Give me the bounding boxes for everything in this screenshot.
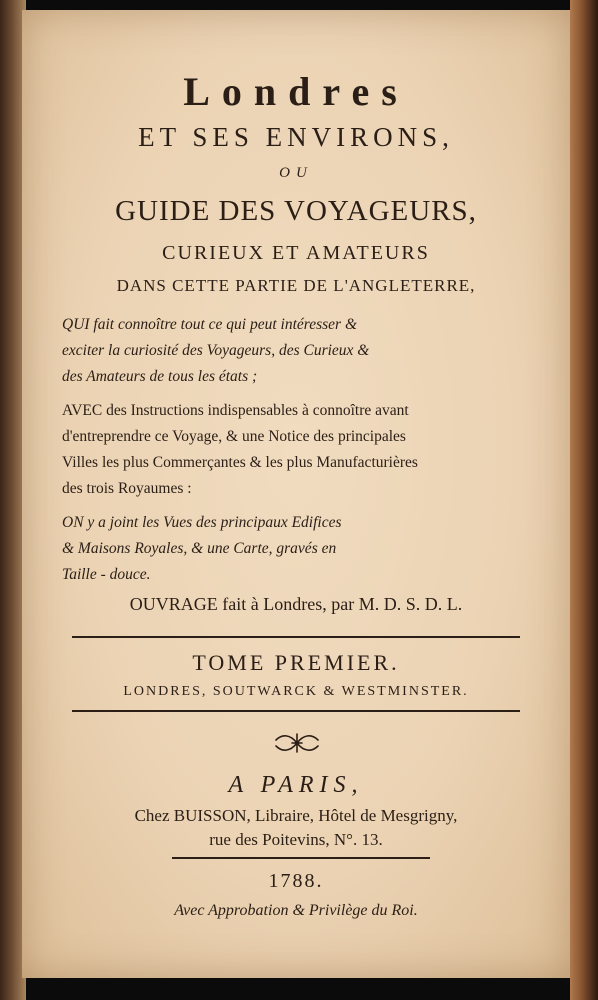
description-line: QUI fait connoître tout ce qui peut intéresser & (62, 316, 358, 333)
description-paragraph-1 (62, 312, 534, 390)
subtitle-angleterre: DANS CETTE PARTIE DE L'ANGLETERRE, (116, 276, 476, 295)
description-line: & Maisons Royales, & une Carte, gravés en (62, 540, 337, 557)
description-line: Taille - douce. (62, 566, 151, 583)
volume-title: TOME PREMIER. (192, 650, 400, 675)
subtitle-guide: GUIDE DES VOYAGEURS, (115, 195, 477, 227)
imprint-publisher: Chez BUISSON, Libraire, Hôtel de Mesgrigny, (134, 806, 458, 825)
description-line: ON y a joint les Vues des principaux Edifices (62, 514, 342, 531)
description-line: Villes les plus Commerçantes & les plus Manufacturières (62, 454, 418, 471)
book-cover-edge (570, 0, 598, 1000)
imprint-year: 1788. (268, 870, 324, 892)
divider-rule (72, 710, 520, 712)
description-line: des Amateurs de tous les états ; (62, 368, 258, 385)
conjunction-ou: OU (279, 165, 313, 181)
description-paragraph-2 (62, 398, 534, 502)
subtitle-curieux: CURIEUX ET AMATEURS (162, 242, 430, 264)
description-line: AVEC des Instructions indispensables à connoître avant (62, 402, 409, 419)
volume-subtitle: LONDRES, SOUTWARCK & WESTMINSTER. (123, 684, 469, 699)
author-line: OUVRAGE fait à Londres, par M. D. S. D. L. (129, 594, 463, 614)
fleuron-ornament-icon (272, 730, 322, 756)
divider-rule (72, 636, 520, 638)
subtitle-environs: ET SES ENVIRONS, (138, 122, 454, 152)
description-line: exciter la curiosité des Voyageurs, des Curieux & (62, 342, 370, 359)
book-title: Londres (183, 69, 409, 114)
description-line: d'entreprendre ce Voyage, & une Notice des principales (62, 428, 406, 445)
description-paragraph-3 (62, 510, 534, 588)
divider-rule (172, 857, 430, 859)
imprint-address: rue des Poitevins, N°. 13. (209, 830, 383, 849)
privilege-line: Avec Approbation & Privilège du Roi. (174, 902, 418, 919)
imprint-place: A PARIS, (228, 772, 364, 798)
description-line: des trois Royaumes : (62, 480, 192, 497)
title-page (22, 10, 570, 978)
